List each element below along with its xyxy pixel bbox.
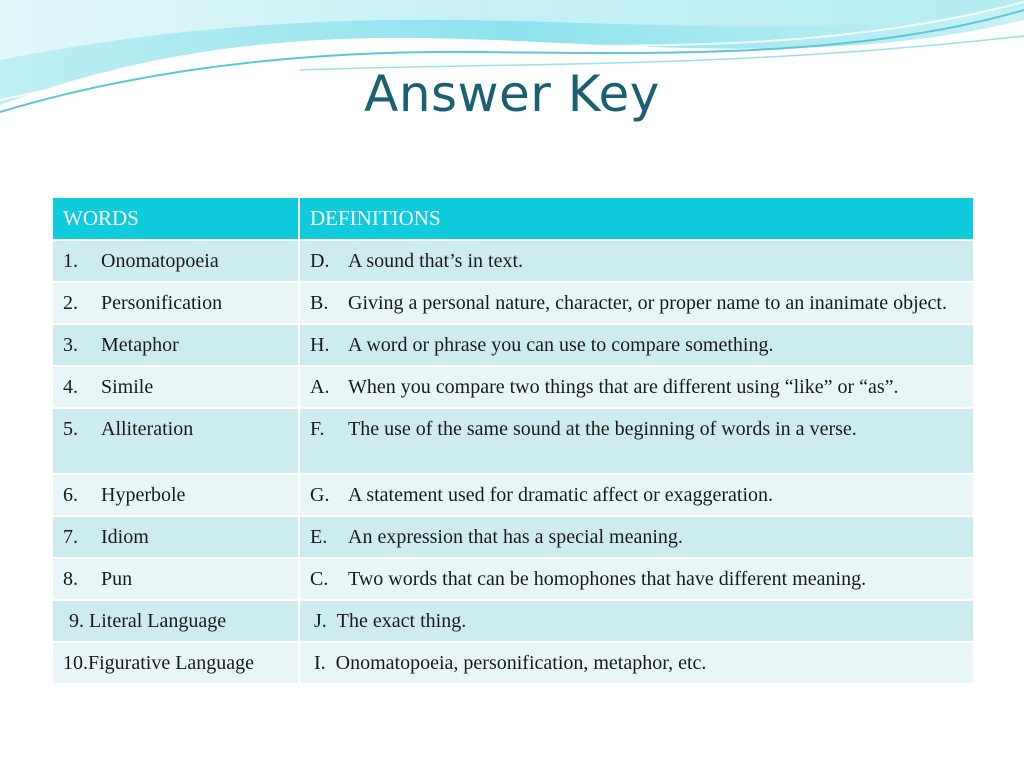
word-cell xyxy=(52,474,299,516)
row-number: 2. xyxy=(63,292,78,314)
definition-text: Onomatopoeia, personification, metaphor, etc. xyxy=(335,652,707,674)
definition-cell xyxy=(299,282,974,324)
definition-cell xyxy=(299,240,974,282)
word-cell xyxy=(52,240,299,282)
definition-letter: A. xyxy=(310,376,330,398)
table-row xyxy=(52,408,974,474)
definition-letter: F. xyxy=(310,418,325,440)
definition-cell xyxy=(299,600,974,642)
definition-text: Giving a personal nature, character, or proper name to an inanimate object. xyxy=(348,292,947,314)
slide-title: Answer Key xyxy=(364,65,660,123)
row-number: 8. xyxy=(63,568,78,590)
definition-letter: E. xyxy=(310,526,328,548)
word-text: Idiom xyxy=(101,526,149,548)
definition-cell xyxy=(299,408,974,474)
definition-text: A statement used for dramatic affect or exaggeration. xyxy=(348,484,774,506)
definition-letter: D. xyxy=(310,250,330,272)
definition-text: A word or phrase you can use to compare something. xyxy=(348,334,774,356)
table-row xyxy=(52,240,974,282)
definition-letter: B. xyxy=(310,292,329,314)
table-row xyxy=(52,474,974,516)
table-row xyxy=(52,366,974,408)
header-words: WORDS xyxy=(52,197,299,240)
definition-text: Two words that can be homophones that have different meaning. xyxy=(348,568,867,590)
word-cell xyxy=(52,282,299,324)
definition-text: The exact thing. xyxy=(336,610,467,632)
definition-text: When you compare two things that are different using “like” or “as”. xyxy=(348,376,899,398)
word-cell xyxy=(52,516,299,558)
definition-cell xyxy=(299,324,974,366)
word-text: Onomatopoeia xyxy=(101,250,219,272)
row-number: 1. xyxy=(63,250,78,272)
word-text: Pun xyxy=(101,568,133,590)
definition-letter: J. xyxy=(314,610,327,632)
word-text: Personification xyxy=(101,292,223,314)
word-text: Metaphor xyxy=(101,334,179,356)
row-number: 6. xyxy=(63,484,78,506)
answer-table xyxy=(51,196,975,685)
header-definitions: DEFINITIONS xyxy=(299,197,974,240)
row-number: 3. xyxy=(63,334,78,356)
word-cell xyxy=(52,408,299,474)
word-text: 10.Figurative Language xyxy=(63,652,255,674)
definition-cell xyxy=(299,474,974,516)
table-row xyxy=(52,282,974,324)
definition-cell xyxy=(299,516,974,558)
row-number: 4. xyxy=(63,376,78,398)
word-text: 9. Literal Language xyxy=(69,610,227,632)
definition-letter: I. xyxy=(314,652,326,674)
row-number: 7. xyxy=(63,526,78,548)
word-cell xyxy=(52,558,299,600)
definition-letter: H. xyxy=(310,334,330,356)
table-row xyxy=(52,516,974,558)
word-cell xyxy=(52,324,299,366)
definition-text: The use of the same sound at the beginning of words in a verse. xyxy=(348,418,857,440)
word-cell xyxy=(52,366,299,408)
definition-text: An expression that has a special meaning. xyxy=(348,526,683,548)
word-cell xyxy=(52,600,299,642)
definition-cell xyxy=(299,366,974,408)
definition-cell xyxy=(299,642,974,684)
table-row xyxy=(52,558,974,600)
definition-letter: G. xyxy=(310,484,330,506)
definition-letter: C. xyxy=(310,568,329,590)
row-number: 5. xyxy=(63,418,78,440)
table-row xyxy=(52,642,974,684)
definition-cell xyxy=(299,558,974,600)
word-cell xyxy=(52,642,299,684)
word-text: Hyperbole xyxy=(101,484,186,506)
table-row xyxy=(52,324,974,366)
table-header-row xyxy=(52,197,974,240)
word-text: Alliteration xyxy=(101,418,194,440)
definition-text: A sound that’s in text. xyxy=(348,250,523,272)
word-text: Simile xyxy=(101,376,154,398)
table-row xyxy=(52,600,974,642)
